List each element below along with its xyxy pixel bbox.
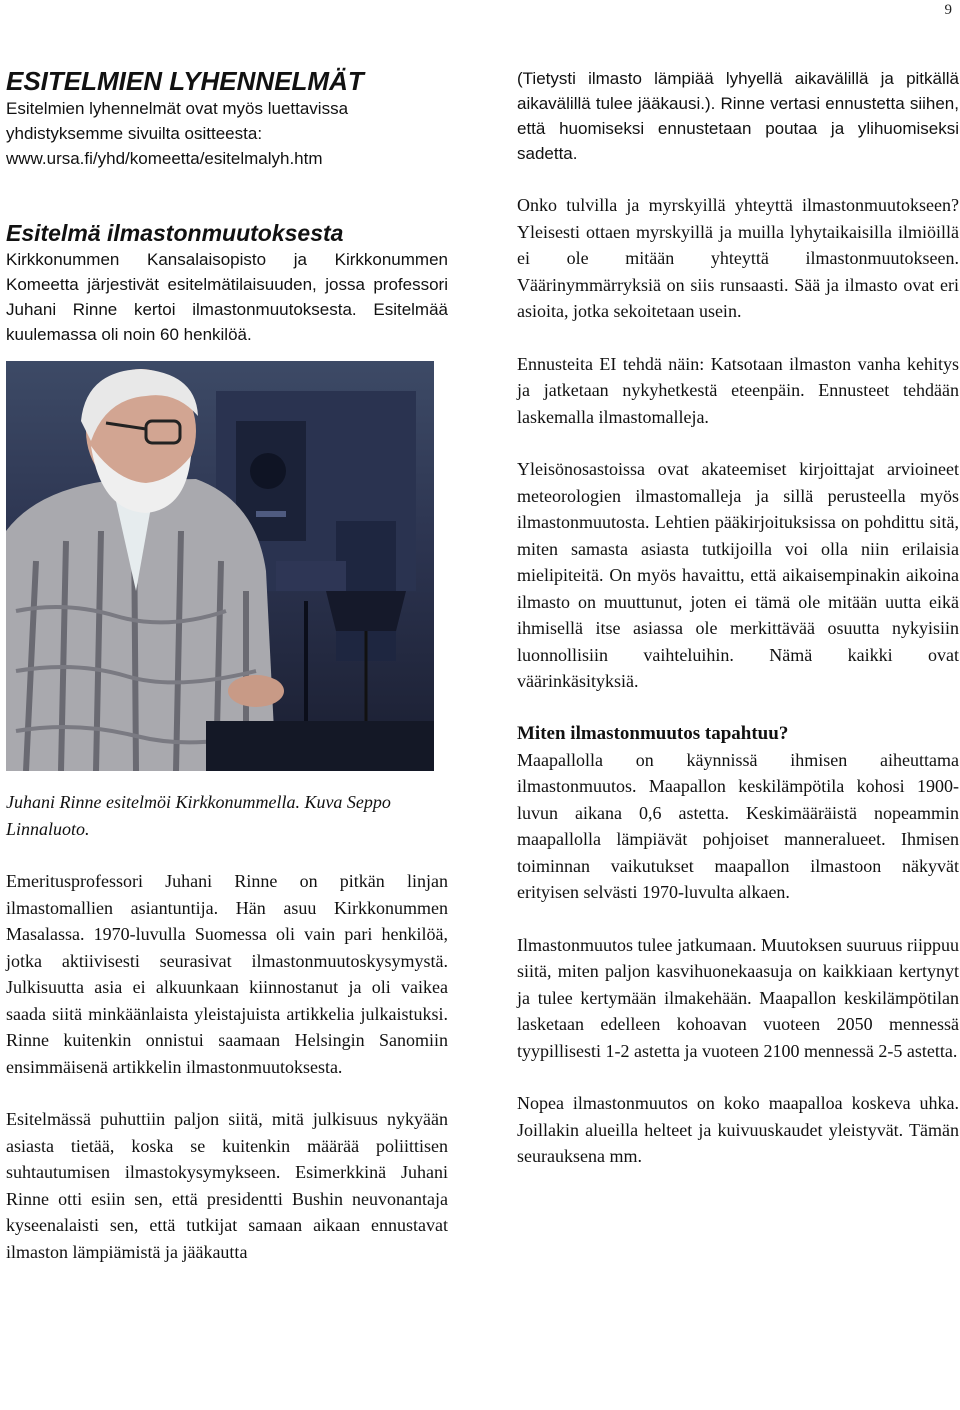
body-paragraph: Onko tulvilla ja myrskyillä yhteyttä ilmastonmuutokseen? Yleisesti ottaen myrskyillä ja muilla lyhytaikaisilla ilmiöillä ei ole mitään yhteyttä ilmastonmuutokseen. Väärinymmärryksiä on siis runsaasti. Sää ja ilmasto ovat eri asioita, jotka sekoitetaan usein.	[517, 195, 959, 321]
right-column	[517, 66, 959, 1170]
section-heading: ESITELMIEN LYHENNELMÄT	[6, 66, 364, 96]
article-heading: Esitelmä ilmastonmuutoksesta	[6, 220, 344, 246]
intro-url-link[interactable]: www.ursa.fi/yhd/komeetta/esitelmalyh.htm	[6, 149, 323, 168]
photo-juhani-rinne	[6, 361, 434, 771]
subheading: Miten ilmastonmuutos tapahtuu?	[517, 722, 789, 744]
intro-line: Esitelmien lyhennelmät ovat myös luettavissa	[6, 99, 349, 118]
body-paragraph: Emeritusprofessori Juhani Rinne on pitkän linjan ilmastomallien asiantuntija. Hän asuu Kirkkonummen Masalassa. 1970-luvulla Suomessa oli vain pari henkilöä, jotka aktiivisesti seurasivat ilmastonmuutoskysymystä. Julkisuutta asia ei alkuunkaan kiinnostanut ja oli vaikea saada siitä minkäänlaista yleistajuista artikkelia julkaistuksi. Rinne kuitenkin onnistui saamaan Helsingin Sanomiin ensimmäisenä artikkelin ilmastonmuutoksesta.	[6, 871, 448, 1077]
body-paragraph: Maapallolla on käynnissä ihmisen aiheuttama ilmastonmuutos. Maapallon keskilämpötila kohosi 1900-luvun aikana 0,6 astetta. Keskimääräistä nopeammin maapallolla lämpiävät pohjoiset manneralueet. Ihmisen toiminnan vaikutukset maapallon ilmastoon näkyvät erityisen selvästi 1970-luvulta alkaen.	[517, 749, 959, 902]
page-number: 9	[944, 2, 952, 18]
body-paragraph: Ennusteita EI tehdä näin: Katsotaan ilmaston vanha kehitys ja jatketaan nykyhetkestä eteenpäin. Ennusteet tehdään laskemalla ilmastomalleja.	[517, 353, 959, 427]
body-paragraph: Nopea ilmastonmuutos on koko maapalloa koskeva uhka. Joillakin alueilla helteet ja kuivuuskaudet yleistyvät. Tämän seurauksena mm.	[517, 1093, 959, 1166]
body-paragraph: (Tietysti ilmasto lämpiää lyhyellä aikavälillä ja pitkällä aikavälillä tulee jääkausi.). Rinne vertasi ennustetta siihen, että huomiseksi ennustetaan poutaa ja ylihuomiseksi sadetta.	[517, 69, 959, 163]
left-column	[6, 66, 448, 1265]
body-paragraph: Ilmastonmuutos tulee jatkumaan. Muutoksen suuruus riippuu siitä, miten paljon kasvihuonekaasuja on kaikkiaan kertynyt ja tulee kertymään ilmakehään. Maapallon keskilämpötilan lasketaan edelleen kohoavan vuoteen 2050 mennessä tyypillisesti 1-2 astetta ja vuoteen 2100 mennessä 2-5 astetta.	[517, 934, 959, 1061]
body-paragraph: Esitelmässä puhuttiin paljon siitä, mitä julkisuus nykyään asiasta tietää, koska se kuitenkin määrää poliittisen suhtautumisen ilmastokysymykseen. Esimerkkinä Juhani Rinne otti esiin sen, että presidentti Bushin neuvonantaja kyseenalaisti sen, että tutkijat samaan aikaan ennustavat ilmaston lämpiämistä ja jääkautta	[6, 1109, 448, 1262]
intro-line: yhdistyksemme sivuilta ositteesta:	[6, 124, 263, 143]
article-intro: Kirkkonummen Kansalaisopisto ja Kirkkonummen Komeetta järjestivät esitelmätilaisuuden, jossa professori Juhani Rinne kertoi ilmastonmuutoksesta. Esitelmää kuulemassa oli noin 60 henkilöä.	[6, 250, 448, 344]
body-paragraph: Yleisönosastoissa ovat akateemiset kirjoittajat arvioineet meteorologien ilmastomalleja ja sillä perusteella myös ilmastonmuutosta. Lehtien pääkirjoituksissa on pohdittu sitä, miten samasta asiasta tutkijoilla voi olla niin erilaisia mielipiteitä. On myös havaittu, että aikaisempinakin aikoina ilmasto on muuttunut, joten ei tämä ole mitään uutta eikä ihmisellä itse asiassa ole merkittävää osuutta nykyisiin luonnollisiin vaihteluihin. Nämä kaikki ovat väärinkäsityksiä.	[517, 459, 959, 691]
photo-caption: Juhani Rinne esitelmöi Kirkkonummella. Kuva Seppo Linnaluoto.	[6, 792, 391, 839]
